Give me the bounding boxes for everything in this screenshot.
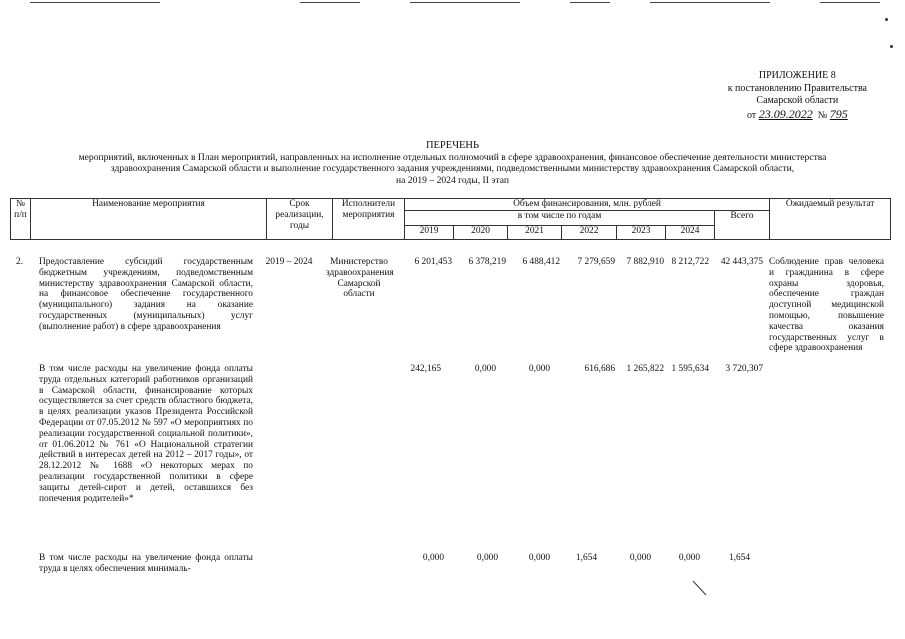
appendix-date-line bbox=[728, 108, 867, 123]
value-2019: 0,000 bbox=[422, 553, 444, 563]
decree-number: 795 bbox=[829, 106, 848, 121]
row-term: 2019 – 2024 bbox=[265, 257, 313, 267]
value-2023: 0,000 bbox=[629, 553, 651, 563]
header-result: Ожидаемый результат bbox=[770, 199, 891, 240]
heading-line3: на 2019 – 2024 годы, II этап bbox=[396, 174, 509, 186]
value-2023: 7 882,910 bbox=[626, 257, 664, 267]
scan-line bbox=[30, 2, 160, 3]
row-name: Предоставление субсидий государственным бюджетным учреждениям, подведомственным министерству здравоохранения Самарской области, на финансовое обеспечение государственного (муниципального) задания на оказание государственных (муниципальных) услуг (выполнение работ) в сфере здравоохранения bbox=[39, 257, 253, 332]
from-label: от bbox=[746, 109, 757, 121]
row-no: 2. bbox=[16, 257, 24, 267]
header-name: Наименование мероприятия bbox=[31, 199, 267, 240]
header-executors: Исполнители мероприятия bbox=[333, 199, 405, 240]
heading-line1: мероприятий, включенных в План мероприятий, направленных на исполнение отдельных полномочий в сфере здравоохранения, финансовое обеспечение деятельности министерства bbox=[78, 151, 827, 163]
heading-line2: здравоохранения Самарской области и выполнение государственного задания учреждениями, подведомственными министерству здравоохранения Самарской области, bbox=[110, 163, 795, 174]
header-funding: Объем финансирования, млн. рублей bbox=[405, 199, 770, 211]
scan-line bbox=[300, 2, 360, 3]
value-2024: 0,000 bbox=[678, 553, 700, 563]
row-name: В том числе расходы на увеличение фонда оплаты труда в целях обеспечения минималь- bbox=[39, 553, 253, 574]
header-total: Всего bbox=[715, 211, 770, 240]
decree-date: 23.09.2022 bbox=[758, 106, 813, 121]
value-2020: 0,000 bbox=[476, 553, 498, 563]
value-2024: 1 595,634 bbox=[671, 364, 709, 374]
scan-dot bbox=[890, 45, 893, 48]
value-2021: 0,000 bbox=[528, 364, 550, 374]
appendix-title: ПРИЛОЖЕНИЕ 8 bbox=[758, 70, 836, 81]
appendix-block bbox=[728, 70, 867, 122]
scan-line bbox=[650, 2, 770, 3]
header-year-2022: 2022 bbox=[562, 226, 617, 240]
table-header bbox=[10, 198, 891, 240]
row-result: Соблюдение прав человека и гражданина в сфере охраны здоровья, обеспечение граждан доступной медицинской помощью, повышение качества оказания государственных услуг в сфере здравоохранения bbox=[769, 257, 884, 354]
header-year-2019: 2019 bbox=[405, 226, 454, 240]
header-by-years: в том числе по годам bbox=[405, 211, 715, 226]
appendix-line1: к постановлению Правительства bbox=[727, 82, 867, 94]
value-2020: 0,000 bbox=[474, 364, 496, 374]
header-year-2023: 2023 bbox=[617, 226, 666, 240]
scan-line bbox=[410, 2, 520, 3]
scan-line bbox=[820, 2, 880, 3]
value-2022: 616,686 bbox=[584, 364, 615, 374]
value-2021: 6 488,412 bbox=[522, 257, 560, 267]
scan-stroke bbox=[690, 578, 710, 598]
value-2021: 0,000 bbox=[528, 553, 550, 563]
header-year-2024: 2024 bbox=[666, 226, 715, 240]
header-no: № п/п bbox=[11, 199, 31, 240]
scan-line bbox=[570, 2, 610, 3]
number-label: № bbox=[817, 109, 828, 121]
row-name: В том числе расходы на увеличение фонда оплаты труда отдельных категорий работников организаций в Самарской области, финансирование которых осуществляется за счет средств областного бюджета, в целях реализации указов Президента Российской Федерации от 07.05.2012 № 597 «О мероприятиях по реализации государственной социальной политики», от 01.06.2012 № 761 «О Национальной стратегии действий в интересах детей на 2012 – 2017 годы», от 28.12.2012 № 1688 «О некоторых мерах по реализации государственной политики в сфере защиты детей-сирот и детей, оставшихся без попечения родителей»* bbox=[39, 364, 253, 504]
document-heading bbox=[20, 140, 885, 186]
document-title: ПЕРЕЧЕНЬ bbox=[425, 140, 480, 151]
value-2019: 242,165 bbox=[410, 364, 441, 374]
scan-dot bbox=[885, 18, 888, 21]
value-2024: 8 212,722 bbox=[671, 257, 709, 267]
appendix-line2: Самарской области bbox=[756, 95, 839, 106]
value-total: 42 443,375 bbox=[720, 257, 763, 267]
value-2022: 7 279,659 bbox=[577, 257, 615, 267]
header-year-2021: 2021 bbox=[508, 226, 562, 240]
value-2020: 6 378,219 bbox=[468, 257, 506, 267]
value-2023: 1 265,822 bbox=[626, 364, 664, 374]
value-2019: 6 201,453 bbox=[414, 257, 452, 267]
header-year-2020: 2020 bbox=[454, 226, 508, 240]
value-2022: 1,654 bbox=[575, 553, 597, 563]
header-term: Срок реализации, годы bbox=[267, 199, 333, 240]
row-executor: Министерство здравоохранения Самарской области bbox=[326, 257, 394, 300]
value-total: 1,654 bbox=[728, 553, 750, 563]
value-total: 3 720,307 bbox=[725, 364, 763, 374]
